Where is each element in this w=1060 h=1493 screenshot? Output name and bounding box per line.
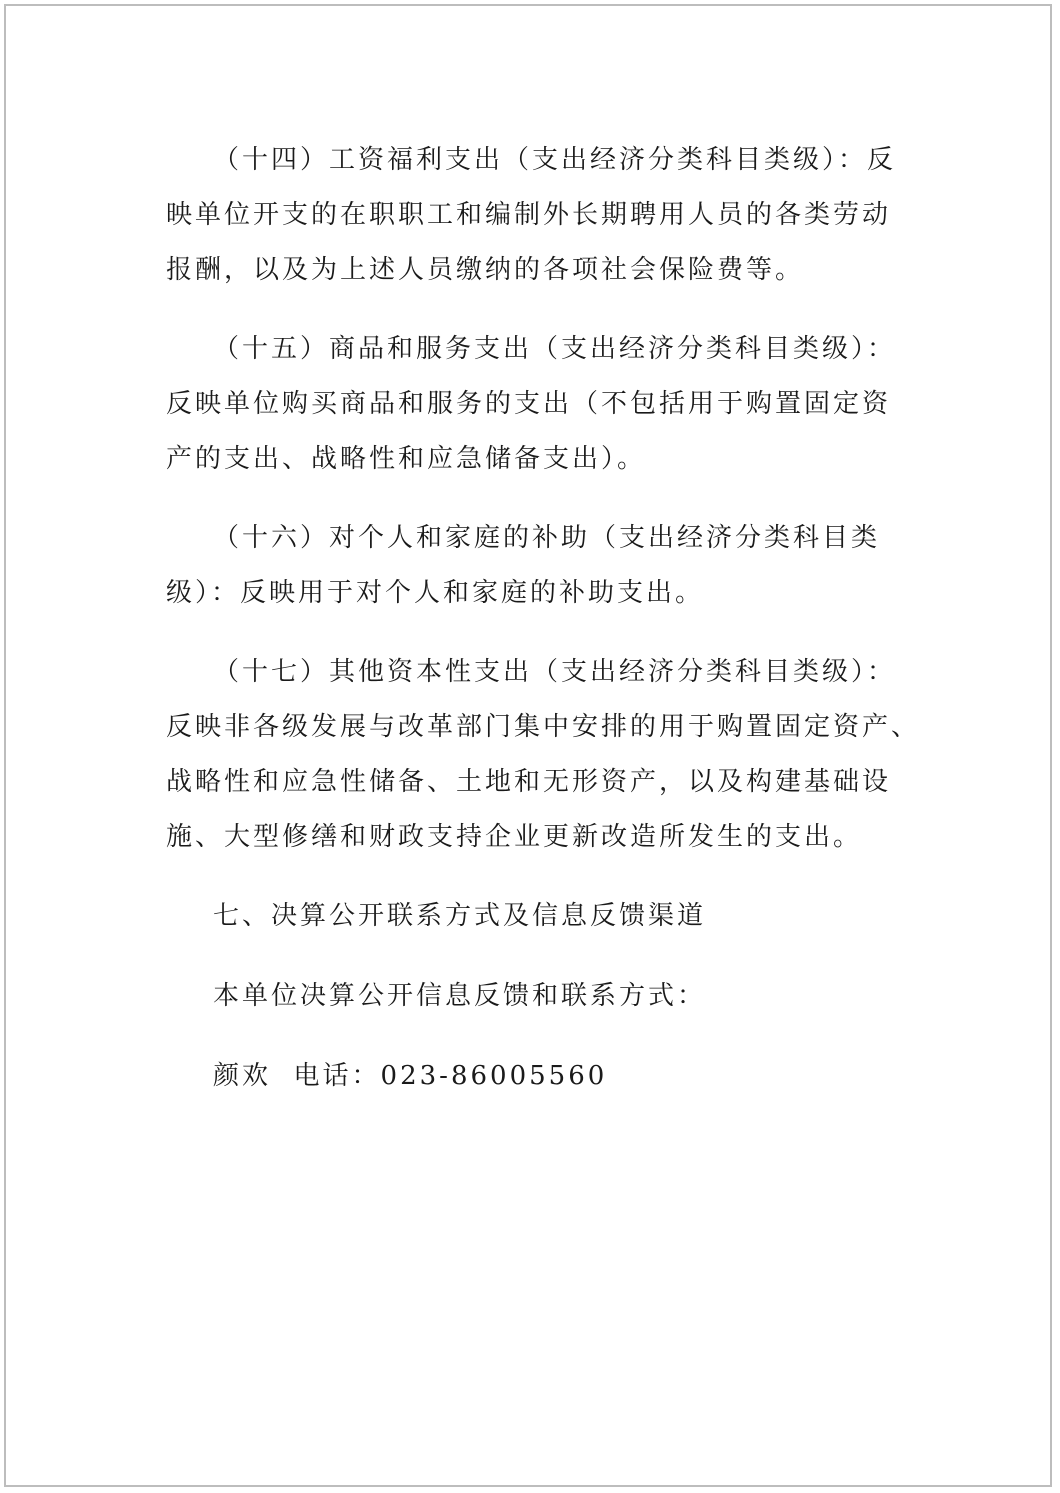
paragraph-line: 战略性和应急性储备、土地和无形资产，以及构建基础设 bbox=[166, 767, 892, 797]
paragraph-line: 映单位开支的在职职工和编制外长期聘用人员的各类劳动 bbox=[166, 200, 892, 230]
section-heading: 七、决算公开联系方式及信息反馈渠道 bbox=[213, 901, 707, 931]
paragraph-line: （十六）对个人和家庭的补助（支出经济分类科目类 bbox=[213, 523, 881, 553]
contact-phone: 颜欢 电话：023-86005560 bbox=[213, 1061, 608, 1091]
paragraph-line: 报酬，以及为上述人员缴纳的各项社会保险费等。 bbox=[166, 255, 805, 285]
paragraph-line: 反映单位购买商品和服务的支出（不包括用于购置固定资 bbox=[166, 389, 892, 419]
paragraph-line: （十五）商品和服务支出（支出经济分类科目类级）： bbox=[213, 334, 897, 364]
paragraph-line: （十四）工资福利支出（支出经济分类科目类级）：反 bbox=[213, 145, 897, 175]
paragraph-line: 施、大型修缮和财政支持企业更新改造所发生的支出。 bbox=[166, 822, 863, 852]
paragraph-line: 产的支出、战略性和应急储备支出）。 bbox=[166, 444, 647, 474]
contact-intro: 本单位决算公开信息反馈和联系方式： bbox=[213, 981, 707, 1011]
paragraph-line: 级）：反映用于对个人和家庭的补助支出。 bbox=[166, 578, 705, 608]
paragraph-line: 反映非各级发展与改革部门集中安排的用于购置固定资产、 bbox=[166, 712, 921, 742]
paragraph-line: （十七）其他资本性支出（支出经济分类科目类级）： bbox=[213, 657, 897, 687]
